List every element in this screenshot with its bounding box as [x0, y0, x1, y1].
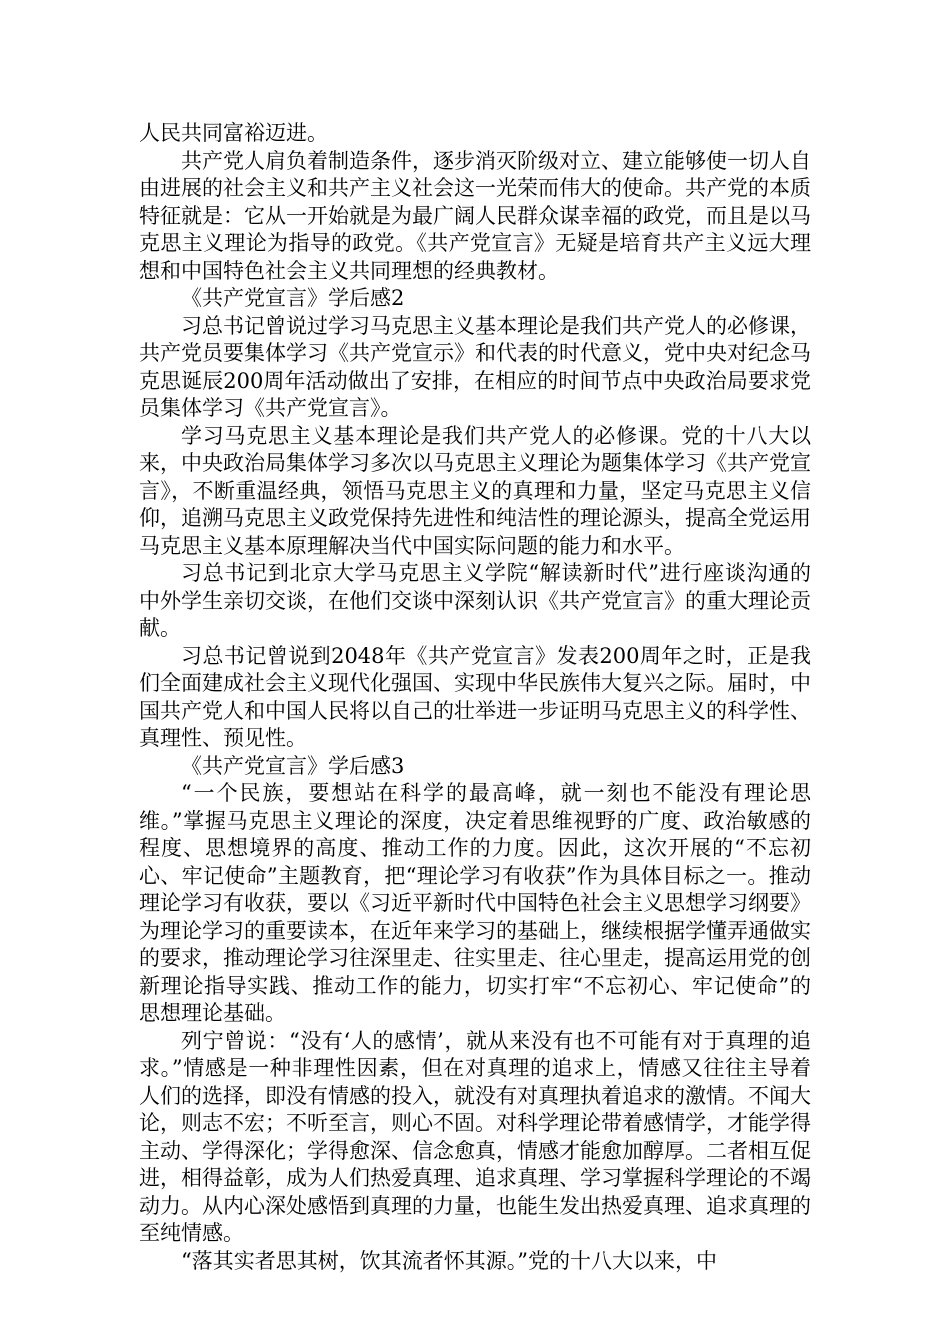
section-heading-2: 《共产党宣言》学后感2	[181, 286, 405, 310]
section-heading-3: 《共产党宣言》学后感3	[181, 753, 405, 778]
paragraph-2048: 习总书记曾说到2048年《共产党宣言》发表200周年之时，正是我们全面建成社会主义现代化强国、实现中华民族伟大复兴之际。届时，中国共产党人和中国人民将以自己的壮举进一步证明马克思主义的科学性、真理性、预见性。	[139, 643, 811, 750]
paragraph-lenin-emotion: 列宁曾说：“没有‘人的感情’，就从来没有也不可能有对于真理的追求。”情感是一种非理性因素，但在对真理的追求上，情感又往往主导着人们的选择，即没有情感的投入，就没有对真理执着追求的激情。不闻大论，则志不宏；不听至言，则心不固。对科学理论带着感情学，才能学得主动、学得深化；学得愈深、信念愈真，情感才能愈加醇厚。二者相互促进，相得益彰，成为人们热爱真理、追求真理、学习掌握科学理论的不竭动力。从内心深处感悟到真理的力量，也能生发出热爱真理、追求真理的至纯情感。	[139, 1028, 811, 1245]
paragraph-basic-theory: 学习马克思主义基本理论是我们共产党人的必修课。党的十八大以来，中央政治局集体学习多次以马克思主义理论为题集体学习《共产党宣言》，不断重温经典，领悟马克思主义的真理和力量，坚定马克思主义信仰，追溯马克思主义政党保持先进性和纯洁性的理论源头，提高全党运用马克思主义基本原理解决当代中国实际问题的能力和水平。	[139, 423, 811, 558]
paragraph-continuation: 人民共同富裕迈进。	[139, 121, 328, 145]
document-page	[139, 120, 811, 1275]
paragraph-peking-university: 习总书记到北京大学马克思主义学院“解读新时代”进行座谈沟通的中外学生亲切交谈，在他们交谈中深刻认识《共产党宣言》的重大理论贡献。	[139, 561, 811, 640]
paragraph-required-course: 习总书记曾说过学习马克思主义基本理论是我们共产党人的必修课，共产党员要集体学习《共产党宣示》和代表的时代意义，党中央对纪念马克思诞辰200周年活动做出了安排，在相应的时间节点中央政治局要求党员集体学习《共产党宣言》。	[139, 313, 811, 420]
paragraph-mission: 共产党人肩负着制造条件，逐步消灭阶级对立、建立能够使一切人自由进展的社会主义和共产主义社会这一光荣而伟大的使命。共产党的本质特征就是：它从一开始就是为最广阔人民群众谋幸福的政党，而且是以马克思主义理论为指导的政党。《共产党宣言》无疑是培育共产主义远大理想和中国特色社会主义共同理想的经典教材。	[139, 148, 811, 283]
paragraph-theoretical-thinking: “一个民族，要想站在科学的最高峰，就一刻也不能没有理论思维。”掌握马克思主义理论的深度，决定着思维视野的广度、政治敏感的程度、思想境界的高度、推动工作的力度。因此，这次开展的“不忘初心、牢记使命”主题教育，把“理论学习有收获”作为具体目标之一。推动理论学习有收获，要以《习近平新时代中国特色社会主义思想学习纲要》为理论学习的重要读本，在近年来学习的基础上，继续根据学懂弄通做实的要求，推动理论学习往深里走、往实里走、往心里走，提高运用党的创新理论指导实践、推动工作的能力，切实打牢“不忘初心、牢记使命”的思想理论基础。	[139, 781, 811, 1025]
paragraph-source-of-water: “落其实者思其树，饮其流者怀其源。”党的十八大以来，中	[181, 1248, 717, 1273]
